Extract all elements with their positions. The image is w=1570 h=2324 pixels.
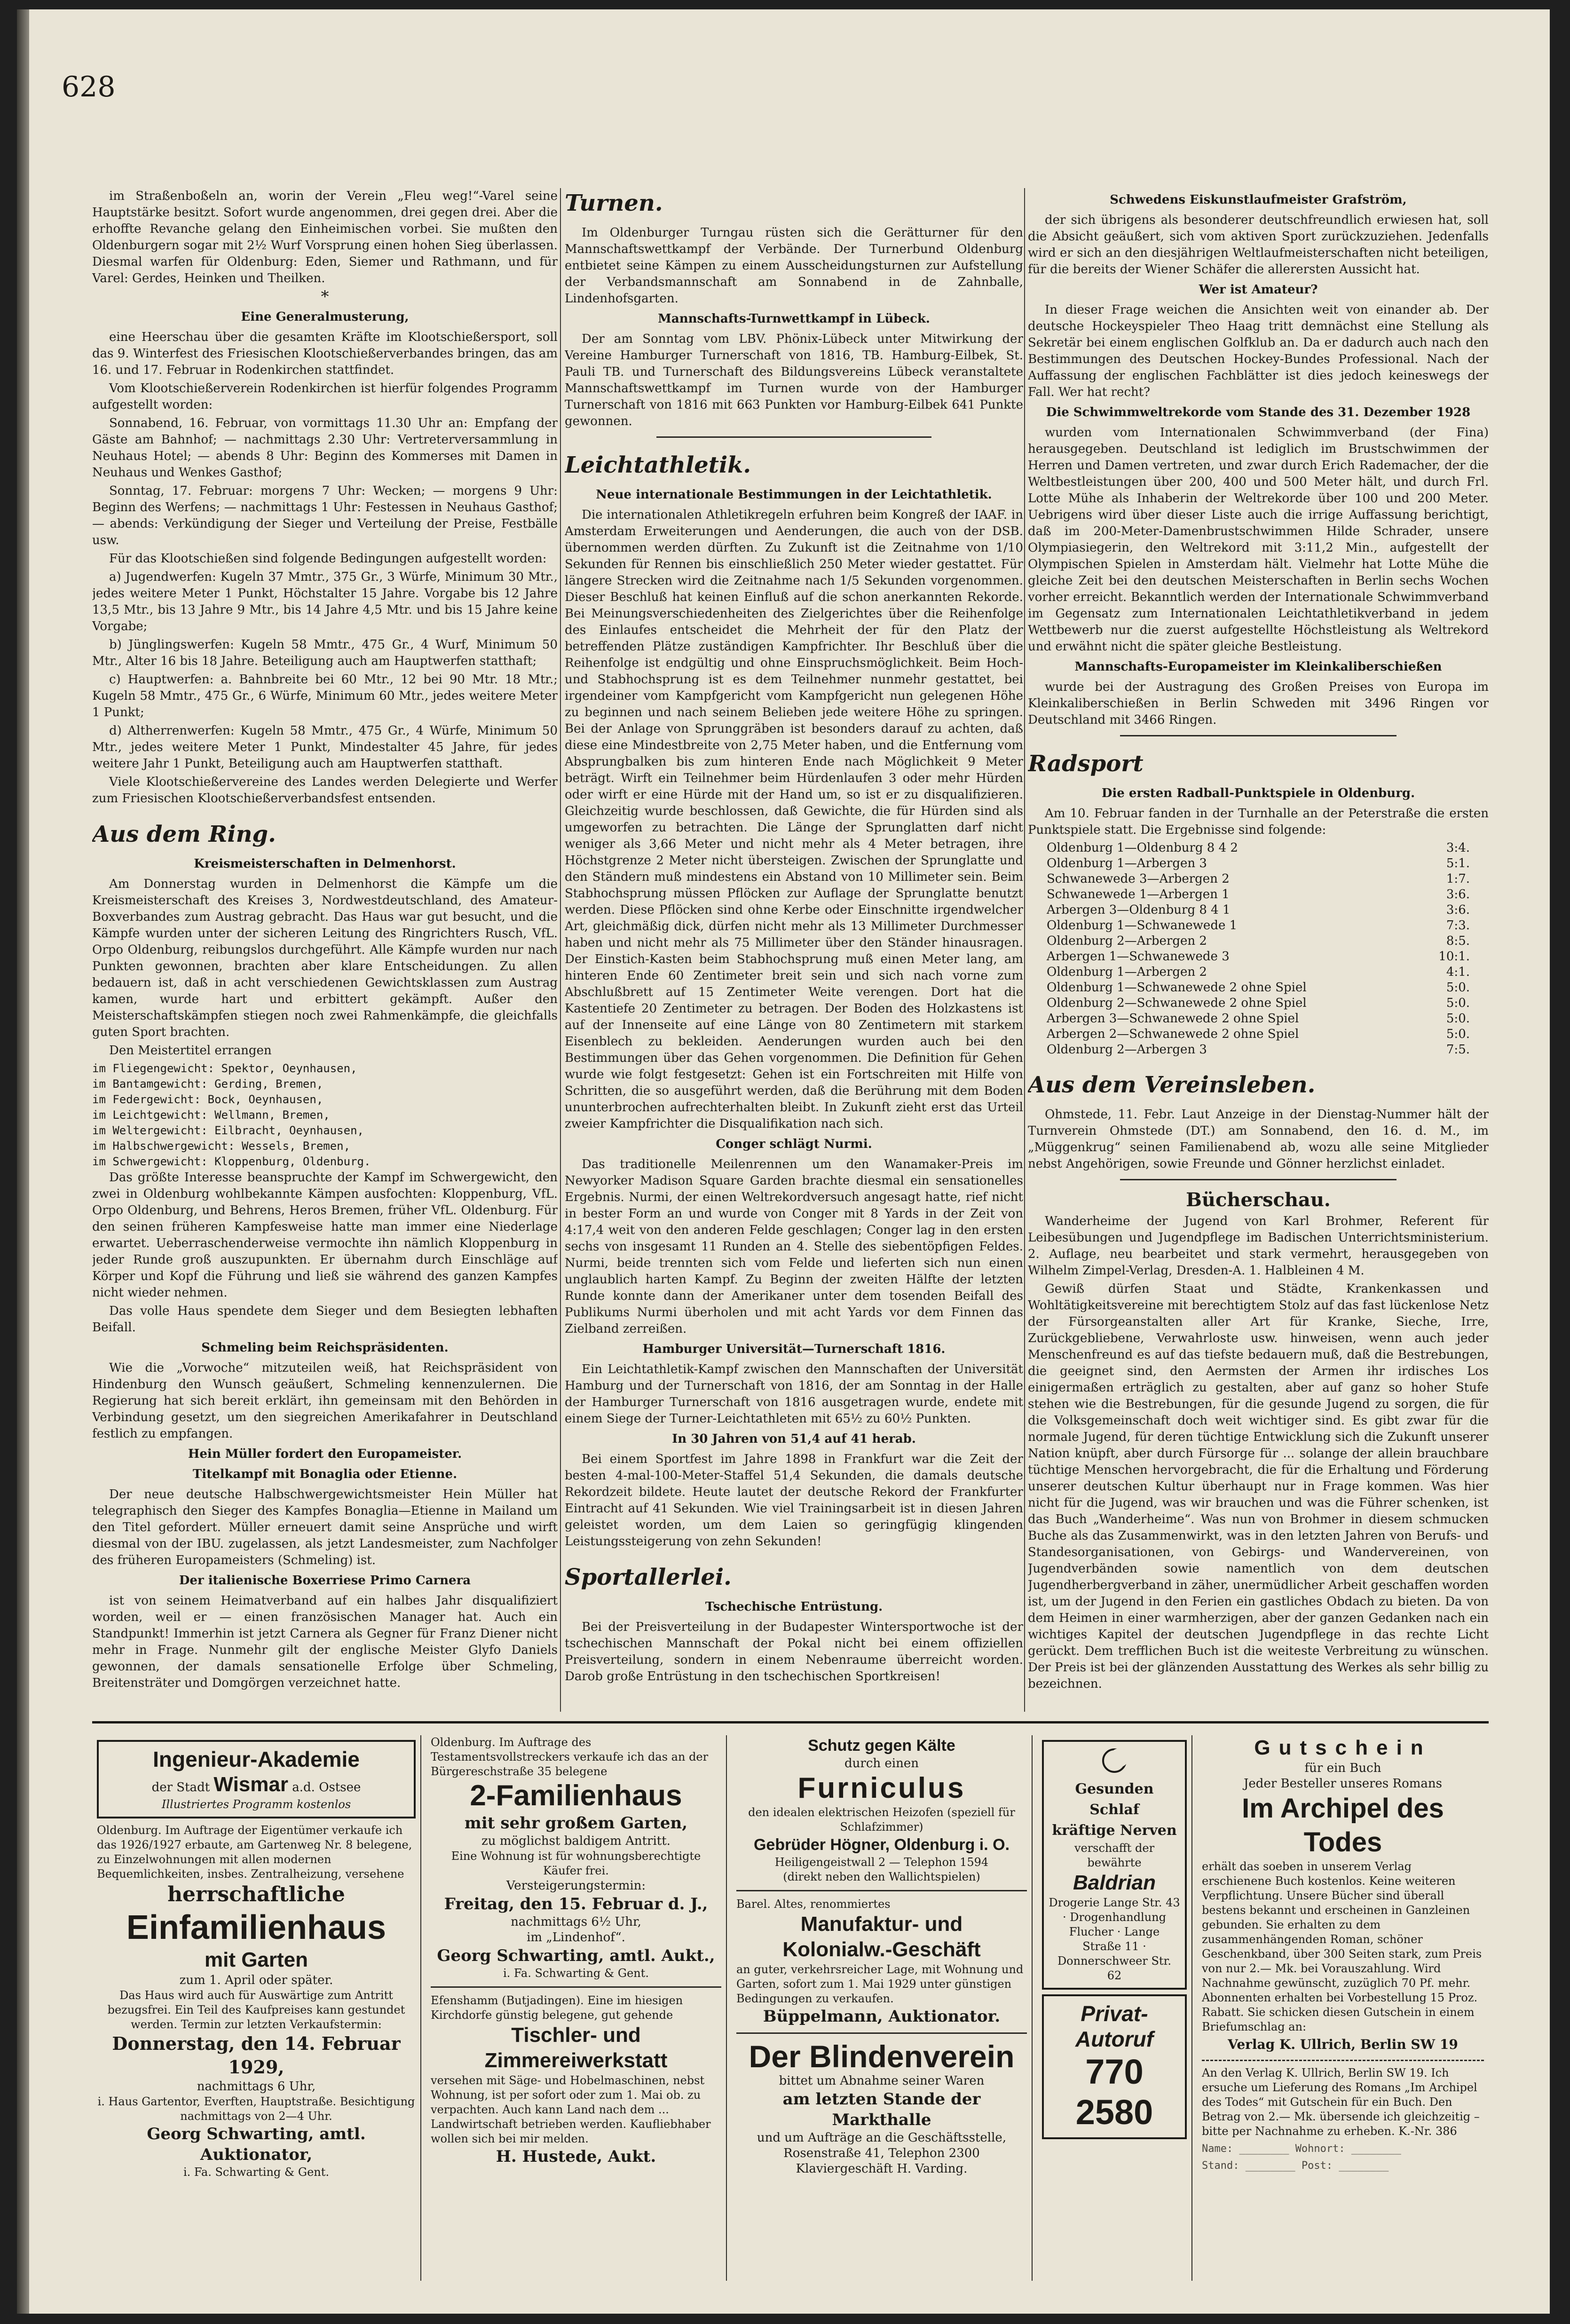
match-score: 10:1. [1438, 949, 1470, 964]
match-score: 5:0. [1446, 1027, 1470, 1041]
page-fold-shadow [17, 9, 29, 2314]
article-heading: Hein Müller fordert den Europameister. [188, 1447, 462, 1461]
list-item: a) Jugendwerfen: Kugeln 37 Mmtr., 375 Gr., 3 Würfe, Minimum 30 Mtr., jedes weitere Meter 1 Punkt, Höchstalter 15 Jahre. Vorgabe bis 12 Jahre 13,5 Mtr., bis 13 Jahre 9 Mtr., bis 14 Jahre 4,5 Mtr. und bis 15 Jahre keine Vorgabe; [92, 570, 558, 633]
article-text: Der am Sonntag vom LBV. Phönix-Lübeck unter Mitwirkung der Vereine Hamburger Turnerschaft von 1816, TB. Hamburg-Eilbek, St. Pauli TB. und Turnerschaft des Bildungsvereins Lübeck veranstaltete Mannschaftswettkampf im Turnen wurde von der Hamburger Turnerschaft von 1816 mit 663 Punkten vor Hamburg-Eilbek 641 Punkte gewonnen. [565, 332, 1023, 428]
results-list [1028, 840, 1489, 1058]
ad-text: durch einen [844, 1756, 919, 1771]
article-text: Wie die „Vorwoche“ mitzuteilen weiß, hat Reichspräsident von Hindenburg den Wunsch geäußert, Schmeling kennenzulernen. Die Regierung hat sich bereit erklärt, ihn gemeinsam mit den Behörden in Verbindung gesetzt, um den siegreichen Amerikafahrer in Deutschland festlich zu empfangen. [92, 1361, 558, 1441]
ad-text: Klaviergeschäft H. Varding. [796, 2162, 968, 2176]
article-text: Den Meistertitel errangen [109, 1043, 272, 1058]
ad-date: Freitag, den 15. Februar d. J., [444, 1895, 708, 1913]
field-label: Stand: [1202, 2160, 1239, 2172]
article-heading: Schwedens Eiskunstlaufmeister Grafström, [1110, 193, 1407, 207]
article-heading: Hamburger Universität—Turnerschaft 1816. [642, 1342, 946, 1356]
article-text: Der neue deutsche Halbschwergewichtsmeister Hein Müller hat telegraphisch den Sieger des Kampfes Bonaglia—Etienne in Mailand um den Titel gefordert. Müller erneuert damit seine Ansprüche und wirft diesmal von der IBU. zugelassen, als jetzt Landesmeister, zum Nachfolger des früheren Europameisters (Schmeling) ist. [92, 1487, 558, 1567]
article-heading: Kreismeisterschaften in Delmenhorst. [194, 857, 456, 871]
column-rule [560, 188, 561, 1712]
ad-text: a.d. Ostsee [292, 1780, 361, 1794]
article-text: Viele Klootschießervereine des Landes werden Delegierte und Werfer zum Friesischen Klootschießerverbandsfest entsenden. [92, 775, 558, 806]
article-heading: Neue internationale Bestimmungen in der Leichtathletik. [596, 488, 992, 502]
ad-heading: Gesunden Schlaf [1075, 1781, 1154, 1818]
match-label: Oldenburg 1—Schwanewede 1 [1047, 918, 1238, 933]
match-score: 3:6. [1446, 903, 1470, 917]
ad-text: (direkt neben den Wallichtspielen) [783, 1870, 980, 1883]
ad-heading: mit sehr großem Garten, [464, 1814, 688, 1833]
ad-text: Jeder Besteller unseres Romans [1243, 1777, 1443, 1791]
section-heading: Aus dem Ring. [92, 821, 276, 847]
result-row [1047, 1011, 1470, 1027]
ad-brand: Baldrian [1073, 1871, 1156, 1894]
ad-heading: Schutz gegen Kälte [808, 1737, 955, 1755]
field-label: Wohnort: [1295, 2143, 1345, 2155]
match-label: Arbergen 3—Schwanewede 2 ohne Spiel [1047, 1012, 1299, 1026]
ads-divider [92, 1721, 1489, 1723]
section-heading: Leichtathletik. [565, 452, 751, 478]
article-text: Am Donnerstag wurden in Delmenhorst die Kämpfe um die Kreismeisterschaft des Kreises 3, Nordwestdeutschland, des Amateur-Boxverbandes zum Austrag gebracht. Das Haus war gut besucht, und die Kämpfe wurden unter der sicheren Leitung des Ringrichters Rusch, VfL. Orpo Oldenburg, reibungslos durchgeführt. Alle Kämpfe wurden nur nach Punkten gewonnen, brachten aber klare Entscheidungen. Zu allen bedauern ist, daß in acht verschiedenen Gewichtsklassen zum Austrag kamen, wurde hart und erbittert gekämpft. Außer den Meisterschaftskämpfen stiegen noch zwei Rahmenkämpfe, die gleichfalls guten Sport brachten. [92, 877, 558, 1039]
result-row [1047, 918, 1470, 933]
ad-text: Drogerie Lange Str. 43 · Drogenhandlung Flucher · Lange Straße 11 · Donnerschweer Str. 62 [1049, 1896, 1180, 1982]
section-heading: Bücherschau. [1186, 1189, 1331, 1211]
article-text: wurde bei der Austragung des Großen Preises von Europa im Kleinkaliberschießen in Berlin Schweden mit 3496 Ringen vor Deutschland mit 3466 Ringen. [1028, 680, 1489, 727]
ad-rule [431, 1986, 721, 1988]
ad-text: Oldenburg. Im Auftrage des Testamentsvollstreckers verkaufe ich das an der Bürgereschstraße 35 belegene [431, 1736, 709, 1778]
ad-column-3 [732, 1735, 1033, 2281]
section-heading: Radsport [1028, 751, 1144, 777]
ad-text: Oldenburg. Im Auftrage der Eigentümer verkaufe ich das 1926/1927 erbaute, am Gartenweg Nr. 8 belegene, zu Einzelwohnungen mit allen modernen Bequemlichkeiten, insbes. Zentralheizung, versehene [97, 1824, 412, 1881]
match-score: 5:0. [1446, 996, 1470, 1010]
match-score: 1:7. [1446, 872, 1470, 886]
ad-text: versehen mit Säge- und Hobelmaschinen, nebst Wohnung, ist per sofort oder zum 1. Mai ob. zu verpachten. Auch kann Land nach dem ... Landwirtschaft betrieben werden. Kaufliebhaber wollen sich bei mir melden. [431, 2074, 711, 2145]
ad-column-4 [1037, 1735, 1192, 2281]
article-text: Das traditionelle Meilenrennen um den Wanamaker-Preis im Newyorker Madison Square Garden brachte diesmal ein sensationelles Ergebnis. Nurmi, der einen Weltrekordversuch angesagt hatte, rief nicht in bester Form an und wurde von Conger mit 8 Yards in der Zeit von 4:17,4 weit von den anderen Felde geschlagen; Conger lag in den ersten sechs von insgesamt 11 Runden an 4. Stelle des siebentöpfigen Feldes. Nurmi, beide trennten sich vom Felde und lieferten sich nun einen unglaublich harten Kampf. Zu Beginn der zweiten Hälfte der letzten Runde konnte dann der Amerikaner unter dem tosenden Beifall des Publikums Nurmi überholen und mit acht Yards vor dem Finnen das Zielband zerreißen. [565, 1157, 1023, 1336]
newspaper-page [17, 9, 1550, 2314]
match-score: 7:3. [1446, 918, 1470, 933]
ad-title: Ingenieur-Akademie [153, 1747, 360, 1771]
article-text: Das größte Interesse beanspruchte der Kampf im Schwergewicht, den zwei in Oldenburg wohlbekannte Kämpen ausfochten: Kloppenburg, VfL. Orpo Oldenburg, und Behrens, Heros Bremen, früher VfL. Oldenburg. Für den seinen früheren Kampfesweise hatte man immer eine Niederlage erwartet. Ueberraschenderweise vermochte ihn nämlich Kloppenburg in jeder Runde groß auszupunkten. Er übernahm durch Einschläge auf Körper und Kopf die Führung und ließ sie während des ganzen Kampfes nicht wieder nehmen. [92, 1170, 558, 1300]
ad-heading: Einfamilienhaus [126, 1909, 387, 1946]
ad-signature: Georg Schwarting, amtl. Auktionator, [147, 2125, 366, 2164]
article-text: Bei einem Sportfest im Jahre 1898 in Frankfurt war die Zeit der besten 4-mal-100-Meter-Staffel 51,4 Sekunden, die damals deutsche Rekordzeit bildete. Heute lautet der deutsche Rekord der Frankfurter Eintracht auf 41 Sekunden. Wie viel Trainingsarbeit ist in diesen Jahren geleistet worden, um dem Laien so geringfügig klingenden Leistungssteigerung von zehn Sekunden! [565, 1452, 1023, 1549]
section-heading: Turnen. [565, 190, 663, 216]
list-item: im Leichtgewicht: Wellmann, Bremen, [92, 1108, 330, 1122]
result-row [1047, 871, 1470, 887]
ad-column-2 [426, 1735, 727, 2281]
ad-text: den idealen elektrischen Heizofen (speziell für Schlafzimmer) [748, 1806, 1015, 1834]
result-row [1047, 933, 1470, 949]
separator-star: * [321, 287, 329, 306]
section-heading: Sportallerlei. [565, 1564, 732, 1590]
ad-heading: herrschaftliche [167, 1882, 345, 1906]
article-heading: Die Schwimmweltrekorde vom Stande des 31. Dezember 1928 [1046, 405, 1471, 419]
ad-baldrian [1042, 1740, 1187, 1990]
article-text: Das volle Haus spendete dem Sieger und dem Besiegten lebhaften Beifall. [92, 1304, 558, 1335]
article-heading: Der italienische Boxerriese Primo Carnera [179, 1573, 471, 1588]
result-row [1047, 964, 1470, 980]
ad-subtitle [103, 1772, 409, 1797]
article-text: Ohmstede, 11. Febr. Laut Anzeige in der Dienstag-Nummer hält der Turnverein Ohmstede (DT.) am Sonnabend, den 16. d. M., im „Müggenkrug“ seinen Familienabend ab, wozu alle seine Mitglieder nebst Angehörigen, sowie Freunde und Gönner herzlichst einladet. [1028, 1107, 1489, 1171]
ad-phone: 770 [1085, 2052, 1144, 2091]
ad-signature: Büppelmann, Auktionator. [763, 2007, 1001, 2026]
ad-book-title: Im Archipel des Todes [1242, 1793, 1444, 1858]
match-score: 5:0. [1446, 1012, 1470, 1026]
ad-heading: Manufaktur- und [800, 1913, 963, 1936]
list-item: d) Altherrenwerfen: Kugeln 58 Mmtr., 475 Gr., 4 Würfe, Minimum 50 Mtr., jedes weitere Meter 1 Punkt, Mindestalter 45 Jahre, für jedes weitere Jahr 1 Punkt, Beteiligung auch am Hauptwerfen statthaft. [92, 724, 558, 771]
ad-text: verschafft der bewährte [1074, 1842, 1155, 1869]
coupon-fields: Name: ________ Wohnort: ________ Stand: ________ Post: ________ [1202, 2143, 1401, 2172]
article-heading: Eine Generalmusterung, [241, 310, 409, 324]
ad-rule [736, 2032, 1027, 2034]
ad-text: zu möglichst baldigem Antritt. [481, 1834, 671, 1848]
field-label: Post: [1301, 2160, 1333, 2172]
ad-privat-autoruf [1042, 1994, 1187, 2139]
list-item: im Fliegengewicht: Spektor, Oeynhausen, [92, 1062, 357, 1075]
ad-text: An den Verlag K. Ullrich, Berlin SW 19. Ich ersuche um Lieferung des Romans „Im Archipel des Todes“ mit Gutschein für ein Buch. Den Betrag von 2.— Mk. übersende ich gleichzeitig – bitte per Nachnahme zu erheben. K.-Nr. 386 [1202, 2066, 1480, 2138]
ad-column-5 [1197, 1735, 1489, 2281]
result-row [1047, 856, 1470, 871]
ad-text: erhält das soeben in unserem Verlag erschienene Buch kostenlos. Keine weiteren Verpflichtung. Unsere Bücher sind überall bestens bekannt und erscheinen in Ganzleinen gebunden. Sie erhalten zu dem zusammenhängenden Roman, schöner Geschenkband, über 300 Seiten stark, zum Preis von nur 2.— Mk. bei Vorauszahlung. Wird Nachnahme gewünscht, zuzüglich 70 Pf. mehr. Abonnenten erhalten bei Vorbestellung 15 Proz. Rabatt. Sie schicken diesen Gutschein in einem Briefumschlag an: [1202, 1860, 1482, 2033]
article-heading: Mannschafts-Turnwettkampf in Lübeck. [658, 312, 930, 326]
article-heading: Conger schlägt Nurmi. [716, 1137, 872, 1151]
match-score: 5:1. [1446, 856, 1470, 870]
ad-text: Efenshamm (Butjadingen). Eine im hiesigen Kirchdorfe günstig belegene, gut gehende [431, 1994, 683, 2022]
result-row [1047, 840, 1470, 856]
article-text: ist von seinem Heimatverband auf ein halbes Jahr disqualifiziert worden, weil er — einen französischen Manager hat. Auch ein Standpunkt! Immerhin ist jetzt Carnera als Gegner für Franz Diener nicht mehr in Frage. Nunmehr gilt der englische Meister Glyfo Daniels gewonnen, der damals sensationelle Erfolge über Schmeling, Breitensträter und Domgörgen verzeichnet hatte. [92, 1594, 558, 1690]
section-heading: Aus dem Vereinsleben. [1028, 1072, 1316, 1098]
match-score: 4:1. [1446, 965, 1470, 979]
column-rule [1024, 188, 1025, 1712]
ad-text: Versteigerungstermin: [506, 1879, 646, 1893]
ad-phone: 2580 [1075, 2093, 1153, 2132]
ad-text: zum 1. April oder später. [179, 1973, 333, 1987]
list-item: c) Hauptwerfen: a. Bahnbreite bei 60 Mtr., 12 bei 90 Mtr. 18 Mtr.; Kugeln 58 Mmtr., 475 Gr., 6 Würfe, Minimum 60 Mtr., jedes weitere Meter 1 Punkt; [92, 672, 558, 719]
page-number: 628 [62, 71, 116, 103]
list-item: im Halbschwergewicht: Wessels, Bremen, [92, 1139, 351, 1153]
ad-brand: Furniculus [797, 1772, 966, 1804]
section-rule [656, 436, 931, 438]
match-label: Arbergen 3—Oldenburg 8 4 1 [1047, 903, 1231, 917]
ad-heading: mit Garten [204, 1948, 308, 1971]
ad-text: im „Lindenhof“. [527, 1930, 625, 1945]
article-heading: Mannschafts-Europameister im Kleinkaliberschießen [1074, 660, 1442, 674]
ad-heading: Zimmereiwerkstatt [484, 2049, 668, 2072]
article-subheading: Titelkampf mit Bonaglia oder Etienne. [192, 1467, 458, 1481]
field-label: Name: [1202, 2143, 1233, 2155]
match-label: Schwanewede 3—Arbergen 2 [1047, 872, 1230, 886]
list-item: im Federgewicht: Bock, Oeynhausen, [92, 1093, 323, 1106]
result-row [1047, 902, 1470, 918]
match-label: Oldenburg 2—Schwanewede 2 ohne Spiel [1047, 996, 1307, 1010]
ad-text: der Stadt [151, 1780, 210, 1794]
match-label: Oldenburg 1—Arbergen 3 [1047, 856, 1207, 870]
article-text: wurden vom Internationalen Schwimmverband (der Fina) herausgegeben. Deutschland ist lediglich im Brustschwimmen der Herren und Damen vertreten, und zwar durch Erich Rademacher, der die Weltbestleistungen über 200, 400 und 500 Meter hält, und durch Frl. Lotte Mühe als Inhaberin der Weltrekorde über 100 und 200 Meter. Uebrigens wird über dieser Liste auch die irrige Auffassung berichtigt, daß im 200-Meter-Damenbrustschwimmen Hilde Schrader, unsere Olympiasiegerin, den Weltrekord mit 3:11,2 Min., aufgestellt der Olympischen Spielen in Amsterdam hält. Vielmehr hat Lotte Mühe die gleiche Zeit bei den deutschen Meisterschaften in Berlin sechs Wochen vorher erreicht. Bekanntlich werden der Internationale Schwimmverband im Gegensatz zum Internationalen Leichtathletikverband in jedem Wettbewerb nur die zuerst aufgestellte Höchstleistung als Weltrekord und erwähnt nicht die später gleiche Bestleistung. [1028, 426, 1489, 654]
article-text: Sonntag, 17. Februar: morgens 7 Uhr: Wecken; — morgens 9 Uhr: Beginn des Werfens; — nachmittags 1 Uhr: Festessen in Neuhaus Gasthof; — abends: Verkündigung der Sieger und Verteilung der Preise, Festbälle usw. [92, 484, 558, 547]
column-3 [1028, 188, 1489, 1693]
result-row [1047, 949, 1470, 964]
match-score: 3:6. [1446, 887, 1470, 901]
article-text: Sonnabend, 16. Februar, von vormittags 11.30 Uhr an: Empfang der Gäste am Bahnhof; — nachmittags 2.30 Uhr: Vertreterversammlung in Neuhaus Hotel; — abends 8 Uhr: Beginn des Kommerses mit Damen in Neuhaus und Wenkes Gasthof; [92, 416, 558, 480]
article-text: In dieser Frage weichen die Ansichten weit von einander ab. Der deutsche Hockeyspieler Theo Haag tritt demnächst eine Stellung als Sekretär bei einem englischen Golfklub an. Da er dadurch auch nach den Bestimmungen des Deutschen Hockey-Bundes Professional. Nach der Auffassung der englischen Fachblätter ist dies jedoch keineswegs der Fall. Wer hat recht? [1028, 303, 1489, 399]
result-row [1047, 1042, 1470, 1058]
article-text: Ein Leichtathletik-Kampf zwischen den Mannschaften der Universität Hamburg und der Turnerschaft von 1816, der am Sonntag in der Halle der Hamburger Turnerschaft von 1816 ausgetragen wurde, endete mit einem Siege der Turner-Leichtathleten mit 65½ zu 60½ Punkten. [565, 1362, 1023, 1426]
match-label: Schwanewede 1—Arbergen 1 [1047, 887, 1230, 901]
ad-text: Heiligengeistwall 2 — Telephon 1594 [774, 1856, 989, 1869]
article-text: Die internationalen Athletikregeln erfuhren beim Kongreß der IAAF. in Amsterdam Erweiterungen und Aenderungen, die auch von der DSB. übernommen werden dürften. Zu Zukunft ist die Zeitnahme von 1/10 Sekunden für Rennen bis einschließlich 250 Meter wieder gestattet. Für längere Strecken wird die Zeitnahme nach 1/5 Sekunden vorgenommen. Dieser Beschluß hat keinen Einfluß auf die schon anerkannten Rekorde. Bei Meinungsverschiedenheiten des Zielgerichtes über die Reihenfolge des Einlaufes entscheidet die Mehrheit der für den Platz der betreffenden Plätze zuständigen Kampfrichter. Ihr Beschluß über die Reihenfolge ist endgültig und ohne Einspruchsmöglichkeit. Beim Hoch- und Stabhochsprung ist es dem Teilnehmer nunmehr gestattet, bei irgendeiner vom Kampfgericht vom Kampfgericht nun gelegenen Höhe zu beginnen und nach seinem Belieben jede weitere Höhe zu springen. Bei der Anlage von Sprunggräben ist besonders darauf zu achten, daß diese eine Mindestbreite von 2,75 Meter haben, und die Entfernung vom Absprungbalken bis zum hinteren Ende nach Möglichkeit 9 Meter beträgt. Wirft ein Teilnehmer beim Hürdenlaufen 3 oder mehr Hürden oder wirft er eine Hürde mit der Hand um, so ist er zu disqualifizieren. Gleichzeitig wurde beschlossen, daß Gewichte, die für Hürden sind als umgeworfen zu betrachten. Die Länge der Sprunglatten darf nicht weniger als 3,66 Meter und nicht mehr als 4 Meter betragen, ihre Höchstgrenze 2 Meter nicht übersteigen. Zwischen der Sprunglatte und den Ständern muß mindestens ein Abstand von 10 Millimeter sein. Beim Stabhochsprung müssen Pflöcken zur Auflage der Sprunglatte benutzt werden. Diese Pflöcken sind ohne Kerbe oder Einschnitte irgendwelcher Art, gleichmäßig dick, dürfen nicht mehr als 13 Millimeter Durchmesser haben und nicht mehr als 75 Millimeter über den Ständer hinausragen. Der Einstich-Kasten beim Stabhochsprung muß einen Meter lang, am hinteren Ende 60 Zentimeter breit sein und sich nach vorne zum Abschlußbrett auf 15 Zentimeter Weite verengen. Dort hat die Kastentiefe 20 Zentimeter zu betragen. Der Boden des Holzkastens ist auf der Innenseite auf eine Länge von 80 Zentimetern mit starkem Eisenblech zu bekleiden. Aenderungen wurden auch bei den Bestimmungen über das Gehen vorgenommen. Die Definition für Gehen wurde wie folgt festgesetzt: Gehen ist ein Fortschreiten mit Hilfe von Schritten, die so ausgeführt werden, daß die Berührung mit dem Boden ununterbrochen aufrechterhalten bleibt. In Zukunft zieht erst das Urteil zweier Kampfrichter die Disqualifikation nach sich. [565, 508, 1023, 1131]
list-item: im Weltergewicht: Eilbracht, Oeynhausen, [92, 1124, 364, 1137]
ad-text: Barel. Altes, renommiertes [736, 1897, 891, 1911]
ad-ingenieur-akademie [97, 1740, 416, 1818]
match-label: Oldenburg 1—Arbergen 2 [1047, 965, 1207, 979]
match-label: Oldenburg 2—Arbergen 3 [1047, 1043, 1207, 1057]
article-text: eine Heerschau über die gesamten Kräfte im Klootschießersport, soll das 9. Winterfest des Friesischen Klootschießerverbandes bringen, das am 16. und 17. Februar in Rodenkirchen stattfindet. [92, 330, 558, 377]
result-row [1047, 887, 1470, 902]
match-score: 7:5. [1446, 1043, 1470, 1057]
ad-heading: Kolonialw.-Geschäft [782, 1938, 981, 1961]
match-label: Oldenburg 1—Schwanewede 2 ohne Spiel [1047, 980, 1307, 995]
ad-text: nachmittags 6½ Uhr, [511, 1915, 641, 1929]
coupon-cut-line [1202, 2060, 1484, 2061]
ad-text: Illustriertes Programm kostenlos [161, 1798, 351, 1811]
list-item: im Bantamgewicht: Gerding, Bremen, [92, 1077, 323, 1091]
ad-city: Wismar [213, 1773, 288, 1796]
ad-text: und um Aufträge an die Geschäftsstelle, [757, 2131, 1007, 2145]
article-text: Wanderheime der Jugend von Karl Brohmer, Referent für Leibesübungen und Jugendpflege im Badischen Unterrichtsministerium. 2. Auflage, neu bearbeitet und stark vermehrt, herausgegeben von Wilhelm Zimpel-Verlag, Dresden-A. 1. Halbleinen 4 M. [1028, 1214, 1489, 1278]
ad-text: nachmittags 6 Uhr, [197, 2079, 316, 2094]
ad-heading: 2-Familienhaus [470, 1779, 682, 1812]
ad-heading: Privat-Autoruf [1075, 2001, 1154, 2051]
ad-text: Rosenstraße 41, Telephon 2300 [783, 2146, 980, 2160]
ad-firm: Gebrüder Högner, Oldenburg i. O. [753, 1836, 1010, 1854]
ad-heading: Gutschein [1254, 1736, 1432, 1759]
ad-date: Donnerstag, den 14. Februar 1929, [112, 2033, 401, 2078]
article-text: der sich übrigens als besonderer deutschfreundlich erwiesen hat, soll die Absicht geäußert, sich vom aktiven Sport zurückzuziehen. Jedenfalls wird er sich an den diesjährigen Weltlaufmeisterschaften nicht beteiligen, für die bereits der Wiener Schäfer die allerersten Aussicht hat. [1028, 213, 1489, 277]
article-text: im Straßenboßeln an, worin der Verein „Fleu weg!“-Varel seine Hauptstärke besitzt. Sofort wurde angenommen, drei gegen drei. Aber die erhoffte Revanche gelang den Einheimischen vorbei. Sie mußten den Oldenburgern sogar mit 2½ Wurf Vorsprung einen hohen Sieg überlassen. Diesmal warfen für Oldenburg: Eden, Siemer und Rathmann, und für Varel: Gerdes, Heinken und Theilken. [92, 189, 558, 285]
ad-text: i. Haus Gartentor, Everften, Hauptstraße. Besichtigung nachmittags von 2—4 Uhr. [97, 2095, 415, 2123]
ad-text: Das Haus wird auch für Auswärtige zum Antritt bezugsfrei. Ein Teil des Kaufpreises kann gestundet werden. Termin zur letzten Verkaufstermin: [107, 1989, 405, 2031]
column-1 [92, 188, 558, 1693]
match-label: Oldenburg 1—Oldenburg 8 4 2 [1047, 841, 1238, 855]
match-score: 5:0. [1446, 980, 1470, 995]
article-text: Vom Klootschießerverein Rodenkirchen ist hierfür folgendes Programm aufgestellt worden: [92, 381, 558, 412]
ad-text: bittet um Abnahme seiner Waren [779, 2074, 985, 2088]
result-row [1047, 996, 1470, 1011]
article-heading: Schmeling beim Reichspräsidenten. [201, 1341, 449, 1355]
match-label: Arbergen 1—Schwanewede 3 [1047, 949, 1230, 964]
match-label: Oldenburg 2—Arbergen 2 [1047, 934, 1207, 948]
match-label: Arbergen 2—Schwanewede 2 ohne Spiel [1047, 1027, 1299, 1041]
article-heading: Wer ist Amateur? [1199, 283, 1318, 297]
ad-rule [736, 1890, 1027, 1891]
result-row [1047, 1027, 1470, 1042]
ad-signature: Georg Schwarting, amtl. Aukt., [437, 1946, 715, 1965]
section-rule [1120, 1179, 1396, 1180]
list-item: b) Jünglingswerfen: Kugeln 58 Mmtr., 475 Gr., 4 Wurf, Minimum 50 Mtr., Alter 16 bis 18 Jahre. Beteiligung auch am Hauptwerfen statthaft; [92, 638, 558, 668]
ad-address: Verlag K. Ullrich, Berlin SW 19 [1228, 2037, 1458, 2052]
ad-text: an guter, verkehrsreicher Lage, mit Wohnung und Garten, sofort zum 1. Mai 1929 unter günstigen Bedingungen zu verkaufen. [736, 1963, 1024, 2005]
list-item: im Schwergewicht: Kloppenburg, Oldenburg. [92, 1155, 371, 1168]
result-row [1047, 980, 1470, 996]
match-score: 8:5. [1446, 934, 1470, 948]
article-heading: Tschechische Entrüstung. [705, 1600, 883, 1614]
article-text: Im Oldenburger Turngau rüsten sich die Gerätturner für den Mannschaftswettkampf der Verbände. Der Turnerbund Oldenburg entbietet seine Kämpen zu einem Ausscheidungsturnen zur Aufstellung der Verbandsmannschaft am Sonnabend in de Zahnballe, Lindenhofsgarten. [565, 226, 1023, 306]
section-rule [1120, 735, 1396, 736]
article-text: Am 10. Februar fanden in der Turnhalle an der Peterstraße die ersten Punktspiele statt. Die Ergebnisse sind folgende: [1028, 806, 1489, 837]
moon-icon [1093, 1747, 1136, 1775]
ad-signature: H. Hustede, Aukt. [496, 2147, 656, 2166]
ad-text: i. Fa. Schwarting & Gent. [183, 2166, 330, 2179]
article-heading: In 30 Jahren von 51,4 auf 41 herab. [672, 1432, 916, 1446]
ad-heading: Tischler- und [511, 2024, 641, 2047]
article-text: Für das Klootschießen sind folgende Bedingungen aufgestellt worden: [109, 552, 547, 566]
column-2 [565, 188, 1023, 1693]
article-heading: Die ersten Radball-Punktspiele in Oldenburg. [1101, 786, 1415, 800]
ad-text: am letzten Stande der Markthalle [782, 2090, 981, 2129]
article-text: Gewiß dürfen Staat und Städte, Krankenkassen und Wohltätigkeitsvereine mit berechtigtem Stolz auf das fast lückenlose Netz der Fürsorgeanstalten aller Art für Kranke, Sieche, Irre, Zurückgebliebene, Verwahrloste usw. hinweisen, wenn auch jeder Menschenfreund es auf das tiefste bedauern muß, daß die Bestrebungen, die geeignet sind, den Aermsten der Armen ihr irdisches Los einigermaßen erträglich zu gestalten, aber auf ganz so hoher Stufe stehen wie die Bestrebungen, für die gesunde Jugend zu sorgen, die für die Volksgemeinschaft doch weit wichtiger sind. Es gibt zwar für die normale Jugend, für deren tüchtige Entwicklung sich die Zukunft unserer Nation knüpft, aber durch Fürsorge für ... solange der allein brauchbare tüchtige Menschen hervorgebracht, die für die Erhaltung und Förderung unserer deutschen Kultur überhaupt nur in Frage kommen. Was hier nicht für die Jugend, was wir brauchen und was die Führer schenken, ist das Buch „Wanderheime“. Was nun von Brohmer in diesem schmucken Buche als das Zusammenwirkt, was in den letzten Jahren von Berufs- und Standesorganisationen, von Gebirgs- und Wandervereinen, von Jugendverbänden sowie namentlich von dem deutschen Jugendherbergverband in zäher, unermüdlicher Arbeit geschaffen worden ist, um der Jugend in den Ferien ein gastliches Obdach zu bieten. Da von dem Heimen in einer warmherzigen, aber der ganzen Gedanken nach ein wichtiges Kapitel der deutschen Jugendpflege in das rechte Licht gerückt. Dem trefflichen Buch ist die weiteste Verbreitung zu wünschen. Der Preis ist bei der glänzenden Ausstattung des Werkes als sehr billig zu bezeichnen. [1028, 1282, 1489, 1691]
article-text: Bei der Preisverteilung in der Budapester Wintersportwoche ist der tschechischen Mannschaft der Pokal nicht bei einem offiziellen Preisverteilung, sondern in einem Nebenraume überreicht worden. Darob große Entrüstung in den tschechischen Sportkreisen! [565, 1620, 1023, 1684]
ad-text: i. Fa. Schwarting & Gent. [503, 1967, 649, 1980]
ad-text: Eine Wohnung ist für wohnungsberechtigte Käufer frei. [451, 1850, 701, 1877]
match-score: 3:4. [1446, 841, 1470, 855]
ad-heading: kräftige Nerven [1052, 1822, 1177, 1839]
ad-heading: Der Blindenverein [749, 2039, 1015, 2074]
ad-column-1 [92, 1735, 421, 2281]
ad-text: für ein Buch [1304, 1761, 1381, 1775]
title-list [92, 1061, 558, 1170]
